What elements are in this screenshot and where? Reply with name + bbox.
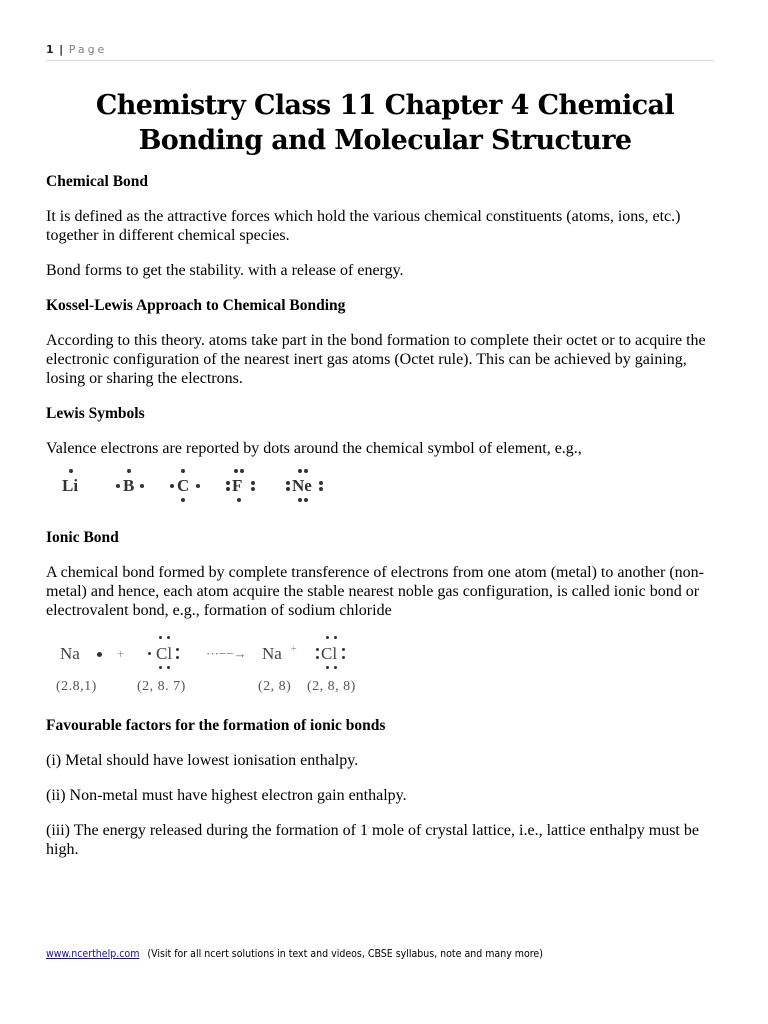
electron-dot (319, 487, 323, 491)
heading-lewis-symbols: Lewis Symbols (46, 405, 145, 422)
lewis-symbol-f: F (226, 476, 242, 498)
electron-dot (148, 652, 151, 655)
footer-note: (Visit for all ncert solutions in text and videos, CBSE syllabus, note and many more) (147, 948, 543, 960)
electron-dot (226, 487, 230, 491)
electron-dot (176, 656, 179, 659)
electron-dot (159, 666, 162, 669)
electron-dot (316, 648, 319, 651)
electron-dot (251, 481, 255, 485)
footer-website-link[interactable]: www.ncerthelp.com (46, 948, 140, 960)
electron-dot (167, 666, 170, 669)
electron-dot (181, 469, 185, 473)
electron-dot (342, 656, 345, 659)
factor-item-1: (i) Metal should have lowest ionisation enthalpy. (46, 752, 359, 769)
electron-dot (240, 469, 244, 473)
electron-dot (319, 481, 323, 485)
electron-dot (286, 487, 290, 491)
eq-na-ion: Na (262, 644, 282, 663)
page-separator: | (59, 43, 64, 56)
factor-item-2: (ii) Non-metal must have highest electron gain enthalpy. (46, 787, 407, 804)
config-cl: (2, 8. 7) (137, 679, 186, 694)
eq-na-charge: + (291, 644, 297, 655)
config-cl-ion: (2, 8, 8) (307, 679, 356, 694)
page-label: Page (68, 43, 108, 56)
electron-dot (326, 636, 329, 639)
electron-dot (334, 666, 337, 669)
config-na-ion: (2, 8) (258, 679, 292, 694)
page-footer (46, 947, 543, 961)
eq-cl: Cl (156, 644, 173, 663)
electron-dot (196, 484, 200, 488)
page-number: 1 (46, 43, 54, 56)
electron-dot (167, 636, 170, 639)
title-line-2: Bonding and Molecular Structure (138, 125, 632, 156)
title-line-1: Chemistry Class 11 Chapter 4 Chemical (95, 90, 675, 121)
lewis-symbol-ne: Ne (286, 476, 312, 498)
eq-plus: + (117, 646, 125, 661)
nacl-equation-figure (46, 626, 726, 700)
electron-dot (237, 498, 241, 502)
electron-dot (304, 469, 308, 473)
electron-dot (97, 652, 102, 657)
para-bond-stability: Bond forms to get the stability. with a release of energy. (46, 262, 404, 279)
para-ionic-bond: A chemical bond formed by complete transference of electrons from one atom (metal) to another (non-metal) and hence, each atom acquire the stable nearest noble gas configuration, is called ionic bond or electrovalent bond, e.g., formation of sodium chloride (46, 564, 704, 619)
lewis-symbol-b: B (116, 476, 134, 498)
electron-dot (298, 469, 302, 473)
electron-dot (69, 469, 73, 473)
electron-dot (181, 498, 185, 502)
heading-kossel-lewis: Kossel-Lewis Approach to Chemical Bonding (46, 297, 346, 314)
document-body (46, 172, 726, 875)
factor-item-3: (iii) The energy released during the formation of 1 mole of crystal lattice, i.e., lattice enthalpy must be high. (46, 822, 699, 858)
eq-cl-ion: Cl (321, 644, 338, 663)
lewis-symbol-c: C (170, 476, 189, 498)
electron-dot (298, 498, 302, 502)
lewis-symbol-li: Li (62, 476, 78, 498)
electron-dot (234, 469, 238, 473)
config-na: (2.8,1) (56, 679, 97, 694)
electron-dot (140, 484, 144, 488)
electron-dot (316, 656, 319, 659)
reaction-arrow-icon: ···−−→ (206, 646, 247, 661)
electron-dot (170, 484, 174, 488)
electron-dot (334, 636, 337, 639)
para-chemical-bond-definition: It is defined as the attractive forces which hold the various chemical constituents (atoms, ions, etc.) together in different chemical species. (46, 208, 681, 244)
electron-dot (286, 481, 290, 485)
lewis-symbols-figure (46, 462, 726, 512)
heading-chemical-bond: Chemical Bond (46, 173, 149, 190)
heading-favourable-factors: Favourable factors for the formation of ionic bonds (46, 717, 386, 734)
electron-dot (304, 498, 308, 502)
electron-dot (326, 666, 329, 669)
electron-dot (342, 648, 345, 651)
electron-dot (176, 648, 179, 651)
electron-dot (116, 484, 120, 488)
page-header (46, 42, 714, 61)
para-kossel-lewis: According to this theory. atoms take part in the bond formation to complete their octet or to acquire the electronic configuration of the nearest inert gas atoms (Octet rule). This can be achieved by gaining, losing or sharing the electrons. (46, 332, 706, 387)
electron-dot (159, 636, 162, 639)
page-title (40, 88, 730, 158)
electron-dot (127, 469, 131, 473)
eq-na: Na (60, 644, 80, 663)
electron-dot (251, 487, 255, 491)
para-lewis-symbols: Valence electrons are reported by dots around the chemical symbol of element, e.g., (46, 440, 582, 457)
electron-dot (226, 481, 230, 485)
heading-ionic-bond: Ionic Bond (46, 529, 119, 546)
